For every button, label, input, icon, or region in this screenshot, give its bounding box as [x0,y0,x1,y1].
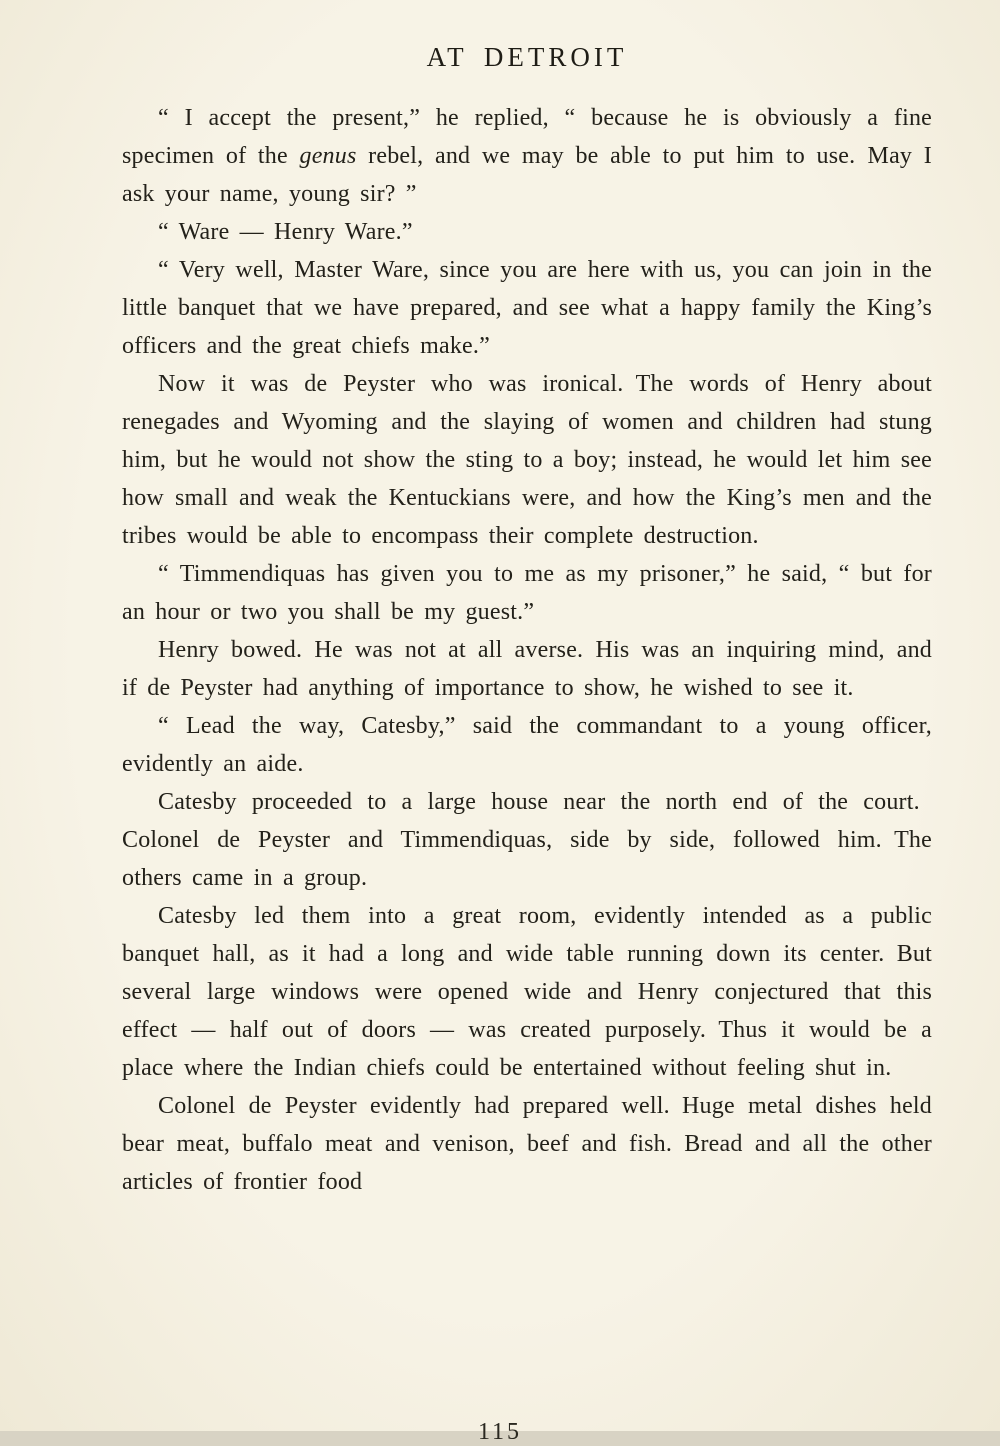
text-run: Henry bowed. He was not at all averse. His was an inquiring mind, and if de Peyster had anything of importance to show, he wished to see it. [122,637,932,701]
text-run: Colonel de Peyster evidently had prepared well. Huge metal dishes held bear meat, buffalo meat and venison, beef and fish. Bread and all the other articles of frontier food [122,1093,932,1195]
paragraph [122,631,932,707]
paragraph [122,1087,932,1201]
running-head: AT DETROIT [426,42,628,72]
paragraph [122,707,932,783]
text-run: “ Very well, Master Ware, since you are here with us, you can join in the little banquet that we have prepared, and see what a happy family the King’s officers and the great chiefs make.” [122,257,932,359]
text-run: rebel, and we may be able to put him to use. May I ask your name, young sir? ” [122,143,932,207]
text-run: “ I accept the present,” he replied, “ because he is obviously a fine specimen of the [122,105,932,169]
page-number: 115 [477,1419,523,1445]
page-body [122,99,932,1201]
paragraph [122,251,932,365]
paragraph [122,783,932,897]
paragraph [122,555,932,631]
text-run: Catesby proceeded to a large house near the north end of the court. Colonel de Peyster and Timmendiquas, side by side, followed him. The others came in a group. [122,789,932,891]
paragraph [122,213,932,251]
text-run: “ Timmendiquas has given you to me as my prisoner,” he said, “ but for an hour or two you shall be my guest.” [122,561,932,625]
text-run: Catesby led them into a great room, evidently intended as a public banquet hall, as it had a long and wide table running down its center. But several large windows were opened wide and Henry conjectured that this effect — half out of doors — was created purposely. Thus it would be a place where the Indian chiefs could be entertained without feeling shut in. [122,903,932,1081]
italic-text: genus [299,143,357,169]
text-run: “ Ware — Henry Ware.” [158,219,413,245]
paragraph [122,99,932,213]
paragraph [122,897,932,1087]
text-run: “ Lead the way, Catesby,” said the commandant to a young officer, evidently an aide. [122,713,932,777]
paragraph [122,365,932,555]
text-run: Now it was de Peyster who was ironical. The words of Henry about renegades and Wyoming and the slaying of women and children had stung him, but he would not show the sting to a boy; instead, he would let him see how small and weak the Kentuckians were, and how the King’s men and the tribes would be able to encompass their complete destruction. [122,371,932,549]
